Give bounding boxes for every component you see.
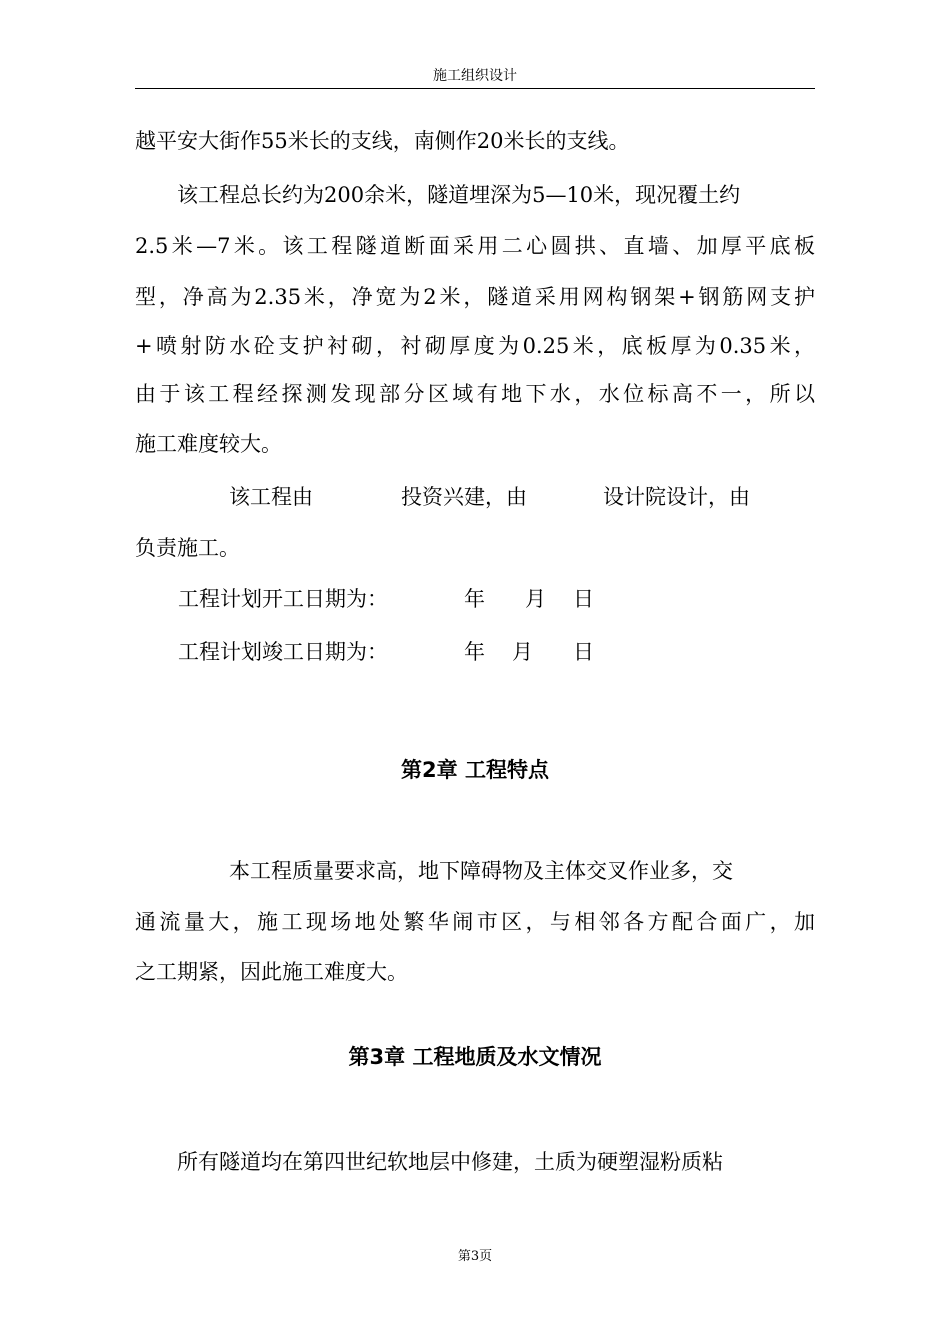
paragraph-line: 之工期紧，因此施工难度大。 <box>135 960 408 984</box>
paragraph-line: +喷射防水砼支护衬砌，衬砌厚度为0.25米，底板厚为0.35米， <box>135 334 815 358</box>
paragraph-line: 2.5米—7米。该工程隧道断面采用二心圆拱、直墙、加厚平底板 <box>135 234 815 258</box>
day-text: 日 <box>573 587 594 611</box>
year-text: 年 <box>464 640 485 664</box>
text-segment: 设计院设计，由 <box>603 485 750 509</box>
end-date-line <box>178 637 594 667</box>
month-text: 月 <box>512 640 533 664</box>
paragraph-line <box>229 482 750 512</box>
paragraph-line: 通流量大，施工现场地处繁华闹市区，与相邻各方配合面广，加 <box>135 910 815 934</box>
paragraph-line: 负责施工。 <box>135 536 240 560</box>
page-header <box>135 66 815 89</box>
paragraph-line: 所有隧道均在第四世纪软地层中修建，土质为硬塑湿粉质粘 <box>177 1150 723 1174</box>
day-text: 日 <box>573 640 594 664</box>
chapter-3-title: 第3章 工程地质及水文情况 <box>348 1045 602 1069</box>
start-date-line <box>178 584 594 614</box>
paragraph-line: 本工程质量要求高，地下障碍物及主体交叉作业多，交 <box>229 859 733 883</box>
chapter-2-title: 第2章 工程特点 <box>401 758 549 782</box>
text-segment: 投资兴建，由 <box>401 485 527 509</box>
paragraph-line: 施工难度较大。 <box>135 432 282 456</box>
end-date-label: 工程计划竣工日期为： <box>178 640 388 664</box>
paragraph-line: 由于该工程经探测发现部分区域有地下水，水位标高不一，所以 <box>135 382 815 406</box>
page-number: 第3页 <box>457 1249 493 1264</box>
year-text: 年 <box>464 587 485 611</box>
paragraph-line: 该工程总长约为200余米，隧道埋深为5—10米，现况覆土约 <box>177 183 741 207</box>
month-text: 月 <box>525 587 546 611</box>
paragraph-line: 越平安大街作55米长的支线，南侧作20米长的支线。 <box>135 129 630 153</box>
start-date-label: 工程计划开工日期为： <box>178 587 388 611</box>
paragraph-line: 型，净高为2.35米，净宽为2米，隧道采用网构钢架+钢筋网支护 <box>135 285 815 309</box>
header-title: 施工组织设计 <box>433 68 517 84</box>
text-segment: 该工程由 <box>229 485 313 509</box>
